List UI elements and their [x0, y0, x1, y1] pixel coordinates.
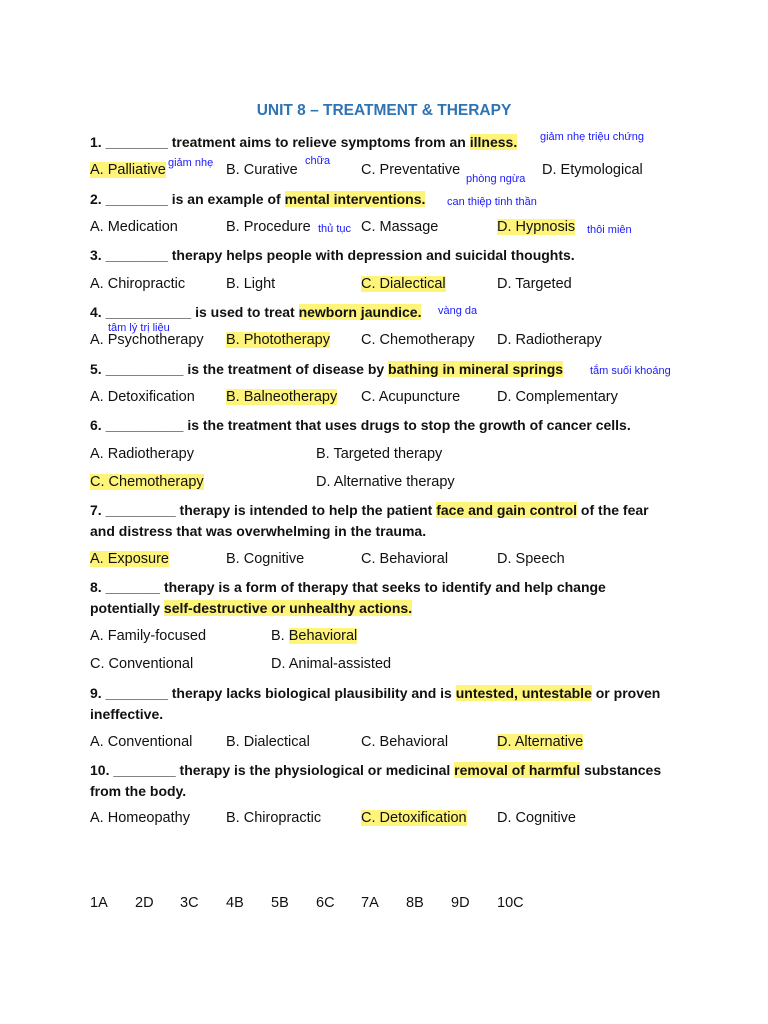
question-6: 6. __________ is the treatment that uses drugs to stop the growth of cancer cells.: [90, 417, 631, 433]
question-7: 7. _________ therapy is intended to help the patient face and gain control of the fear: [90, 502, 649, 518]
q6-option-c: C. Chemotherapy: [90, 474, 204, 490]
answer-key-4: 4B: [226, 895, 244, 911]
q8-option-b: B. Behavioral: [271, 628, 358, 644]
q1-option-d: D. Etymological: [542, 162, 643, 178]
q4-option-a: A. Psychotherapy: [90, 332, 204, 348]
q2-option-d: D. Hypnosis: [497, 219, 576, 235]
q3-option-d: D. Targeted: [497, 276, 572, 292]
note-q2-d: thôi miên: [587, 224, 632, 236]
q3-option-c: C. Dialectical: [361, 276, 446, 292]
q1-option-b: B. Curative: [226, 162, 298, 178]
q2-option-c: C. Massage: [361, 219, 439, 235]
q4-option-d: D. Radiotherapy: [497, 332, 602, 348]
q5-option-a: A. Detoxification: [90, 389, 195, 405]
question-9: 9. ________ therapy lacks biological plausibility and is untested, untestable or proven: [90, 685, 661, 701]
q7-option-a: A. Exposure: [90, 551, 169, 567]
question-2: 2. ________ is an example of mental interventions.: [90, 191, 426, 207]
note-q1: giảm nhẹ triệu chứng: [540, 131, 644, 143]
note-q2-b: thủ tục: [318, 223, 352, 235]
q9-option-a: A. Conventional: [90, 734, 193, 750]
q6-option-b: B. Targeted therapy: [316, 446, 443, 462]
note-q1-a: giảm nhẹ: [168, 157, 214, 169]
q9-option-d: D. Alternative: [497, 734, 584, 750]
q3-option-b: B. Light: [226, 276, 276, 292]
question-7-line-2: and distress that was overwhelming in the trauma.: [90, 523, 427, 539]
q5-option-c: C. Acupuncture: [361, 389, 461, 405]
q9-option-c: C. Behavioral: [361, 734, 449, 750]
note-q4: vàng da: [438, 305, 478, 317]
note-q4-a: tâm lý trị liệu: [108, 322, 170, 334]
answer-key-1: 1A: [90, 895, 108, 911]
note-q1-c: phòng ngừa: [466, 173, 526, 185]
question-4: 4. ___________ is used to treat newborn jaundice.: [90, 304, 422, 320]
q1-option-c: C. Preventative: [361, 162, 461, 178]
question-9-line-2: ineffective.: [90, 706, 164, 722]
answer-key-5: 5B: [271, 895, 289, 911]
note-q5: tắm suối khoáng: [590, 365, 671, 377]
question-8: 8. _______ therapy is a form of therapy that seeks to identify and help change: [90, 579, 606, 595]
q9-option-b: B. Dialectical: [226, 734, 310, 750]
question-10-line-2: from the body.: [90, 783, 187, 799]
q8-option-d: D. Animal-assisted: [271, 656, 392, 672]
q1-option-a: A. Palliative: [90, 162, 166, 178]
q7-option-d: D. Speech: [497, 551, 565, 567]
q6-option-a: A. Radiotherapy: [90, 446, 194, 462]
q2-option-a: A. Medication: [90, 219, 178, 235]
answer-key-10: 10C: [497, 895, 524, 911]
q10-option-d: D. Cognitive: [497, 810, 576, 826]
q10-option-a: A. Homeopathy: [90, 810, 190, 826]
q10-option-c: C. Detoxification: [361, 810, 467, 826]
answer-key-9: 9D: [451, 895, 470, 911]
q7-option-b: B. Cognitive: [226, 551, 305, 567]
q8-option-c: C. Conventional: [90, 656, 194, 672]
q7-option-c: C. Behavioral: [361, 551, 449, 567]
q10-option-b: B. Chiropractic: [226, 810, 322, 826]
note-q1-b: chữa: [305, 155, 331, 167]
q5-option-b: B. Balneotherapy: [226, 389, 338, 405]
question-1: 1. ________ treatment aims to relieve symptoms from an illness.: [90, 134, 518, 150]
q6-option-d: D. Alternative therapy: [316, 474, 455, 490]
question-10: 10. ________ therapy is the physiological or medicinal removal of harmful substances: [90, 762, 662, 778]
question-8-line-2: potentially self-destructive or unhealthy actions.: [90, 600, 413, 616]
question-5: 5. __________ is the treatment of disease by bathing in mineral springs: [90, 361, 564, 377]
q4-option-c: C. Chemotherapy: [361, 332, 475, 348]
answer-key-6: 6C: [316, 895, 335, 911]
answer-key-8: 8B: [406, 895, 424, 911]
q3-option-a: A. Chiropractic: [90, 276, 186, 292]
answer-key-7: 7A: [361, 895, 379, 911]
answer-key-2: 2D: [135, 895, 154, 911]
q4-option-b: B. Phototherapy: [226, 332, 330, 348]
q2-option-b: B. Procedure: [226, 219, 311, 235]
question-3: 3. ________ therapy helps people with depression and suicidal thoughts.: [90, 247, 575, 263]
q8-option-a: A. Family-focused: [90, 628, 207, 644]
note-q2: can thiệp tinh thần: [447, 196, 537, 208]
page-title: UNIT 8 – TREATMENT & THERAPY: [256, 102, 512, 119]
q5-option-d: D. Complementary: [497, 389, 618, 405]
answer-key-3: 3C: [180, 895, 199, 911]
